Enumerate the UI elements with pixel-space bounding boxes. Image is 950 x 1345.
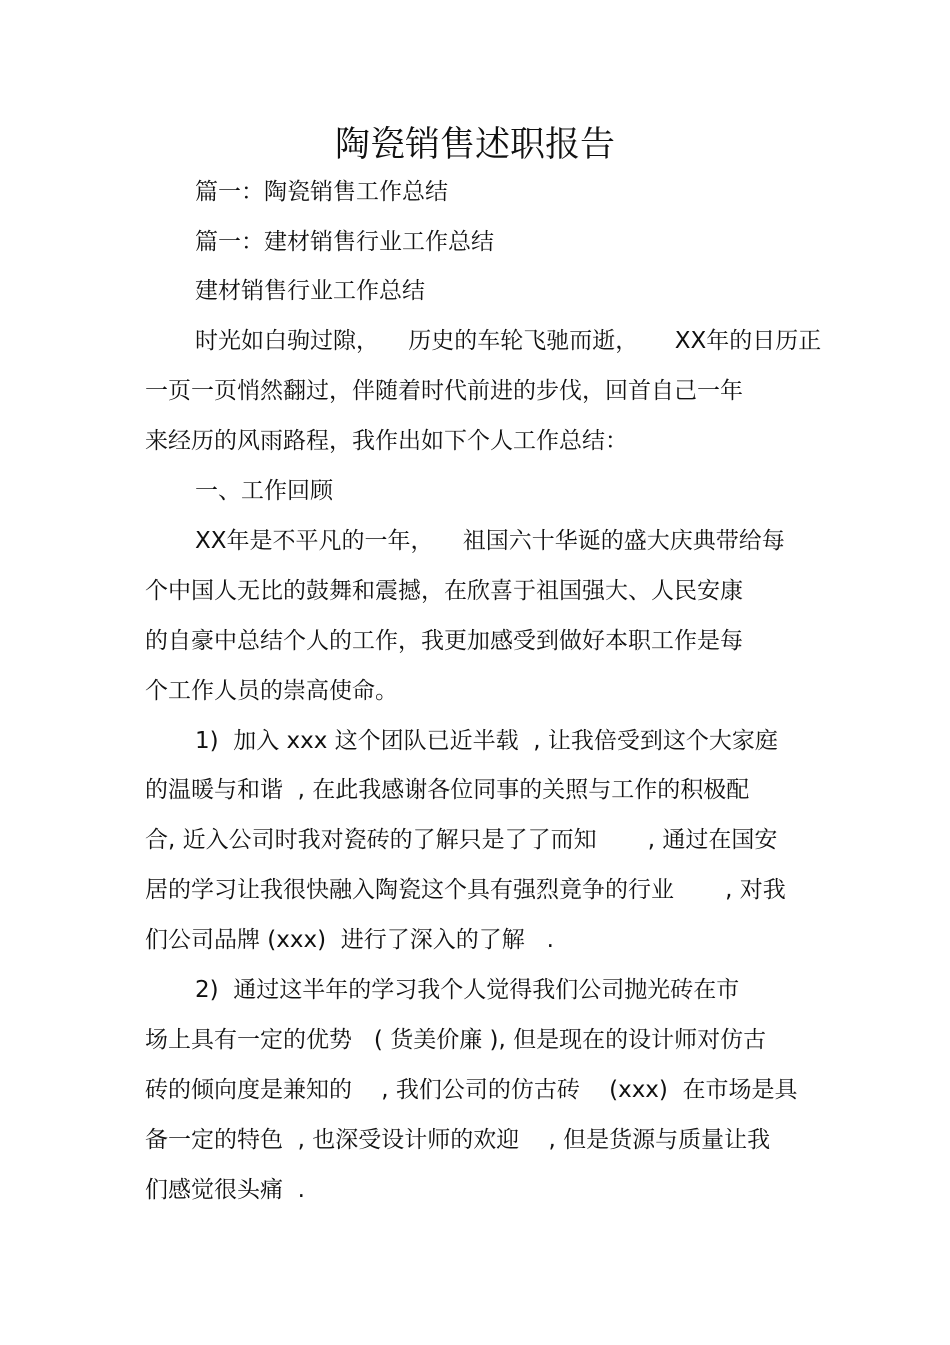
paragraph-line: 一页一页悄然翻过，伴随着时代前进的步伐，回首自己一年	[145, 378, 743, 404]
paragraph-line: 时光如白驹过隙， 历史的车轮飞驰而逝， XX年的日历正	[195, 328, 822, 354]
paragraph-line: 篇一：建材销售行业工作总结	[195, 229, 494, 255]
paragraph-line: 来经历的风雨路程，我作出如下个人工作总结：	[145, 428, 628, 454]
paragraph-line: 个工作人员的崇高使命。	[145, 678, 398, 704]
document-title: 陶瓷销售述职报告	[334, 125, 615, 165]
paragraph-line: 1) 加入 xxx 这个团队已近半载 , 让我倍受到这个大家庭	[195, 728, 778, 754]
paragraph-line: 们感觉很头痛 .	[145, 1177, 305, 1203]
paragraph-line: 们公司品牌 (xxx) 进行了深入的了解 .	[145, 927, 554, 953]
paragraph-line: 砖的倾向度是兼知的 , 我们公司的仿古砖 (xxx) 在市场是具	[145, 1077, 798, 1103]
paragraph-line: 篇一：陶瓷销售工作总结	[195, 179, 448, 205]
paragraph-line: 个中国人无比的鼓舞和震撼，在欣喜于祖国强大、人民安康	[145, 578, 743, 604]
paragraph-line: 建材销售行业工作总结	[195, 278, 425, 304]
paragraph-line: 2) 通过这半年的学习我个人觉得我们公司抛光砖在市	[195, 977, 740, 1003]
paragraph-line: XX年是不平凡的一年， 祖国六十华诞的盛大庆典带给每	[195, 528, 785, 554]
section-heading: 一、工作回顾	[195, 478, 333, 504]
paragraph-line: 的温暖与和谐 , 在此我感谢各位同事的关照与工作的积极配	[145, 777, 750, 803]
paragraph-line: 合, 近入公司时我对瓷砖的了解只是了了而知 , 通过在国安	[145, 827, 778, 853]
paragraph-line: 场上具有一定的优势 ( 货美价廉 ), 但是现在的设计师对仿古	[145, 1027, 767, 1053]
paragraph-line: 居的学习让我很快融入陶瓷这个具有强烈竟争的行业 , 对我	[145, 877, 786, 903]
paragraph-line: 的自豪中总结个人的工作，我更加感受到做好本职工作是每	[145, 628, 743, 654]
paragraph-line: 备一定的特色 , 也深受设计师的欢迎 , 但是货源与质量让我	[145, 1127, 771, 1153]
